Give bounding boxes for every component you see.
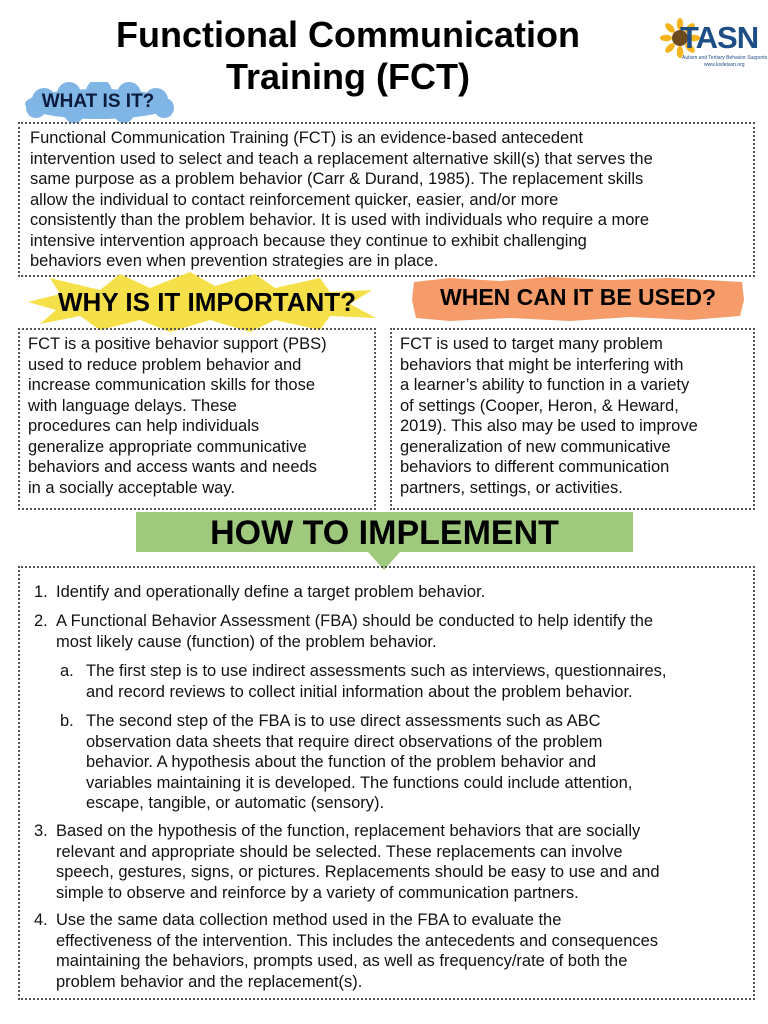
implement-heading: HOW TO IMPLEMENT <box>210 514 559 552</box>
what-heading-cloud <box>14 82 184 124</box>
list-line: observation data sheets that require direct observations of the problem <box>86 732 603 751</box>
list-item-text <box>56 611 653 652</box>
when-line: FCT is used to target many problem <box>400 335 663 353</box>
list-marker: b. <box>60 712 74 730</box>
what-line: consistently than the problem behavior. It is used with individuals who require a more <box>30 211 650 229</box>
when-heading: WHEN CAN IT BE USED? <box>440 284 716 310</box>
what-line: behaviors even when prevention strategies are in place. <box>30 252 439 270</box>
logo-subtitle: Autism and Tertiary Behavior Supports <box>682 55 768 61</box>
what-line: same purpose as a problem behavior (Carr & Durand, 1985). The replacement skills <box>30 170 644 188</box>
list-line: variables maintaining it is developed. The functions could include attention, <box>86 773 633 792</box>
logo-url: www.ksdetasn.org <box>704 62 745 68</box>
list-item-text <box>56 821 660 903</box>
why-line: with language delays. These <box>28 396 237 415</box>
why-line: in a socially acceptable way. <box>28 478 235 497</box>
list-item-text <box>86 661 667 702</box>
list-line: and record reviews to collect initial information about the problem behavior. <box>86 682 633 701</box>
when-line: 2019). This also may be used to improve <box>400 417 698 435</box>
why-line: FCT is a positive behavior support (PBS) <box>28 335 327 353</box>
list-marker: 1. <box>34 583 48 601</box>
title-line-2: Training (FCT) <box>226 56 470 97</box>
list-line: behavior. A hypothesis about the function of the problem behavior and <box>86 753 597 771</box>
logo-wordmark: TASN <box>680 20 759 55</box>
what-line: allow the individual to contact reinforcement quicker, easier, and/or more <box>30 190 559 209</box>
what-paragraph <box>30 128 743 272</box>
list-line: Identify and operationally define a target problem behavior. <box>56 583 486 601</box>
when-line: behaviors to different communication <box>400 458 670 476</box>
why-paragraph <box>28 334 366 498</box>
title-line-1: Functional Communication <box>116 14 580 55</box>
why-line: increase communication skills for those <box>28 376 316 394</box>
list-marker: 4. <box>34 911 48 929</box>
list-marker: 2. <box>34 612 48 630</box>
list-marker: 3. <box>34 822 48 840</box>
implement-section <box>18 566 755 1000</box>
tasn-logo <box>660 18 768 72</box>
list-line: A Functional Behavior Assessment (FBA) should be conducted to help identify the <box>56 612 654 630</box>
when-line: partners, settings, or activities. <box>400 478 623 497</box>
what-line: intensive intervention approach because they continue to exhibit challenging <box>30 231 587 250</box>
why-section <box>18 328 376 510</box>
when-heading-tag <box>410 276 746 322</box>
list-marker: a. <box>60 662 74 680</box>
why-line: behaviors and access wants and needs <box>28 458 317 476</box>
list-item-text <box>56 582 485 603</box>
why-heading-burst <box>20 270 380 334</box>
what-line: Functional Communication Training (FCT) is an evidence-based antecedent <box>30 129 584 147</box>
when-line: a learner’s ability to function in a variety <box>400 376 690 394</box>
list-line: simple to observe and reinforce by a variety of communication partners. <box>56 883 579 902</box>
when-line: behaviors that might be interfering with <box>400 355 684 374</box>
list-line: maintaining the behaviors, prompts used, as well as frequency/rate of both the <box>56 952 628 970</box>
list-item-text <box>86 711 632 814</box>
list-line: effectiveness of the intervention. This includes the antecedents and consequences <box>56 931 659 950</box>
when-paragraph <box>400 334 745 498</box>
list-line: The second step of the FBA is to use direct assessments such as ABC <box>86 712 601 730</box>
what-line: intervention used to select and teach a replacement alternative skill(s) that serves the <box>30 149 653 168</box>
what-section <box>18 122 755 277</box>
list-line: escape, tangible, or automatic (sensory). <box>86 794 385 812</box>
list-item-text <box>56 910 658 992</box>
when-section <box>390 328 755 510</box>
what-heading: WHAT IS IT? <box>41 91 155 112</box>
list-line: relevant and appropriate should be selected. These replacements can involve <box>56 842 623 861</box>
when-line: generalization of new communicative <box>400 437 671 456</box>
why-line: generalize appropriate communicative <box>28 437 307 456</box>
why-line: procedures can help individuals <box>28 417 260 435</box>
list-line: problem behavior and the replacement(s). <box>56 972 363 991</box>
implement-banner <box>136 512 633 552</box>
list-line: speech, gestures, signs, or pictures. Replacements should be easy to use and and <box>56 863 660 881</box>
list-line: most likely cause (function) of the problem behavior. <box>56 632 437 651</box>
list-line: The first step is to use indirect assessments such as interviews, questionnaires, <box>86 662 667 680</box>
why-line: used to reduce problem behavior and <box>28 355 302 374</box>
why-heading: WHY IS IT IMPORTANT? <box>58 287 357 317</box>
list-line: Based on the hypothesis of the function, replacement behaviors that are socially <box>56 822 641 840</box>
list-line: Use the same data collection method used in the FBA to evaluate the <box>56 911 562 929</box>
when-line: of settings (Cooper, Heron, & Heward, <box>400 396 679 415</box>
